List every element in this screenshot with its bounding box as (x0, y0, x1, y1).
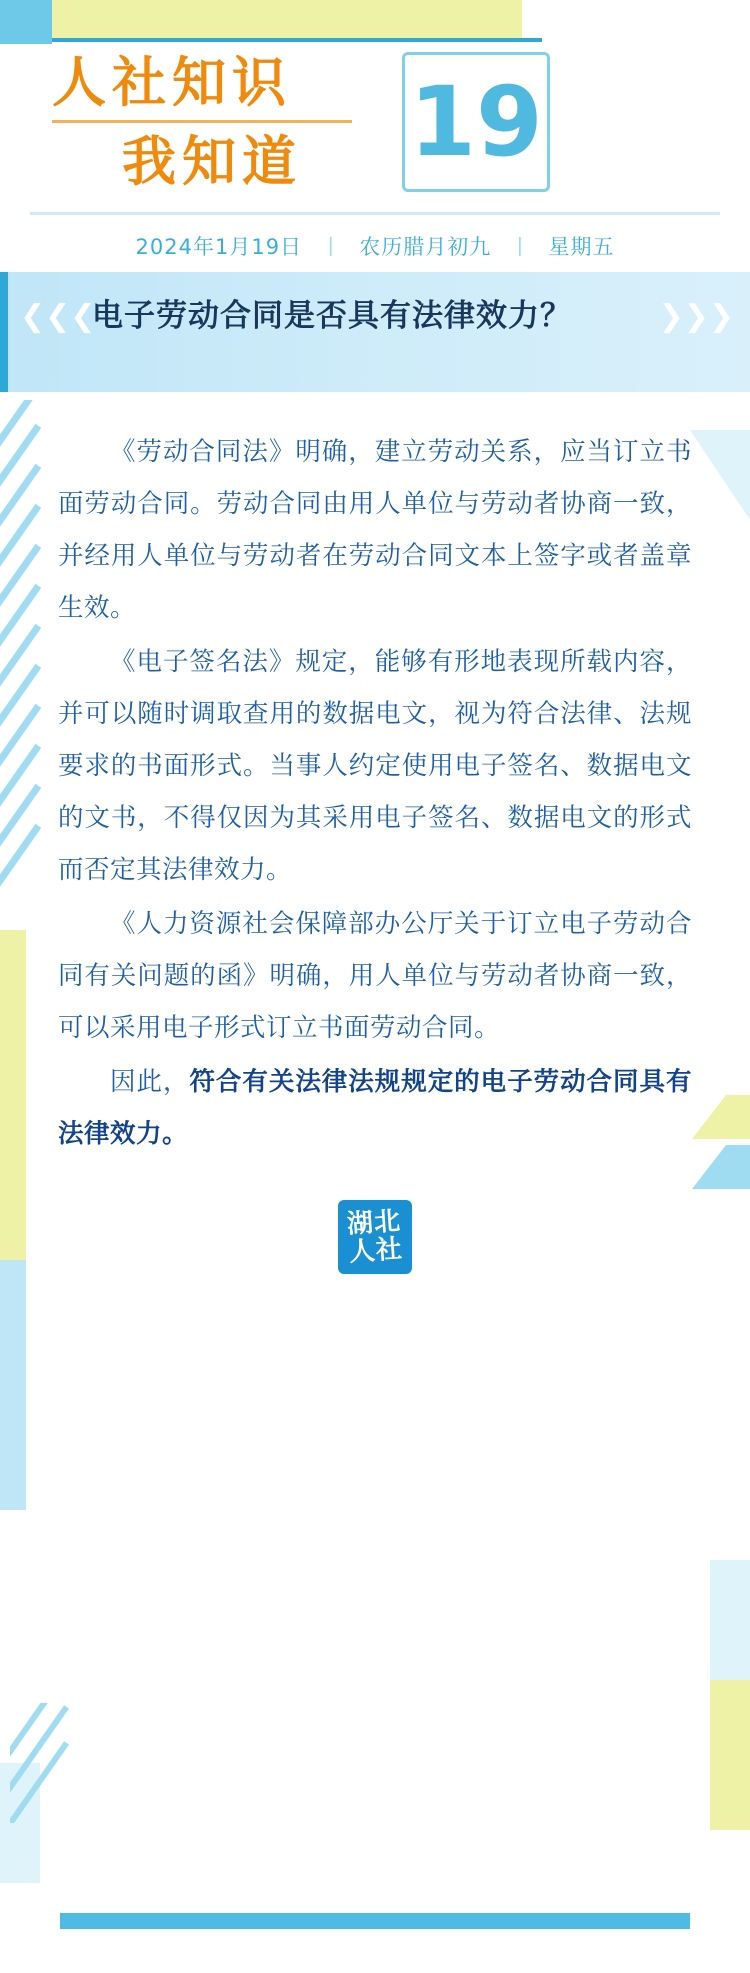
bottom-blue-bar (60, 1913, 690, 1929)
date-weekday: 星期五 (548, 235, 615, 259)
hubei-rensheng-logo (338, 1200, 412, 1274)
right-yellow-block (710, 1680, 750, 1830)
body-paragraph (58, 426, 692, 634)
body-text-run: 因此， (110, 1067, 190, 1097)
body-paragraph (58, 636, 692, 896)
body-text-run: 《劳动合同法》明确，建立劳动关系，应当订立书面劳动合同。劳动合同由用人单位与劳动者协商一致，并经用人单位与劳动者在劳动合同文本上签字或者盖章生效。 (58, 437, 692, 623)
bottom-left-hatch-decoration (10, 1703, 70, 1823)
body-paragraph (58, 1056, 692, 1160)
body-text-emphasis: 符合有关法律法规规定的电子劳动合同具有法律效力。 (58, 1067, 692, 1149)
body-text-run: 《电子签名法》规定，能够有形地表现所载内容，并可以随时调取查用的数据电文，视为符合法律、法规要求的书面形式。当事人约定使用电子签名、数据电文的文书，不得仅因为其采用电子签名、数据电文的形式而否定其法律效力。 (58, 647, 692, 885)
body-text-run: 《人力资源社会保障部办公厅关于订立电子劳动合同有关问题的函》明确，用人单位与劳动者协商一致，可以采用电子形式订立书面劳动合同。 (58, 909, 692, 1043)
chevron-left-icon: ❮❮❮ (20, 299, 96, 334)
issue-number: 19 (409, 66, 543, 178)
dateline-separator-2: | (517, 234, 523, 257)
poster-header (0, 0, 750, 259)
dateline-separator-1: | (328, 234, 334, 257)
question-banner (0, 272, 750, 392)
logo-text-line-2: 人社 (347, 1234, 404, 1268)
title-line-1: 人社知识 (52, 51, 292, 114)
title-line-2: 我知道 (122, 130, 302, 193)
dateline (30, 222, 720, 270)
banner-left-edge (0, 272, 8, 392)
date-gregorian: 2024年1月19日 (135, 235, 303, 259)
logo-wrap (58, 1200, 692, 1274)
left-blue-block (0, 1260, 26, 1510)
date-lunar: 农历腊月初九 (359, 235, 492, 259)
chevron-right-icon: ❯❯❯ (658, 299, 734, 334)
right-blue-block (710, 1560, 750, 1680)
body-paragraph (58, 898, 692, 1054)
bottom-left-corner-white (0, 1913, 60, 1973)
question-title: 电子劳动合同是否具有法律效力？ (92, 298, 572, 334)
logo-text-line-1: 湖北 (346, 1206, 403, 1240)
title-underline (52, 120, 352, 123)
title-group (52, 50, 382, 195)
dateline-rule-top (30, 212, 720, 215)
issue-number-box (402, 52, 550, 192)
article-body (0, 392, 750, 1284)
logo-text (346, 1207, 404, 1267)
